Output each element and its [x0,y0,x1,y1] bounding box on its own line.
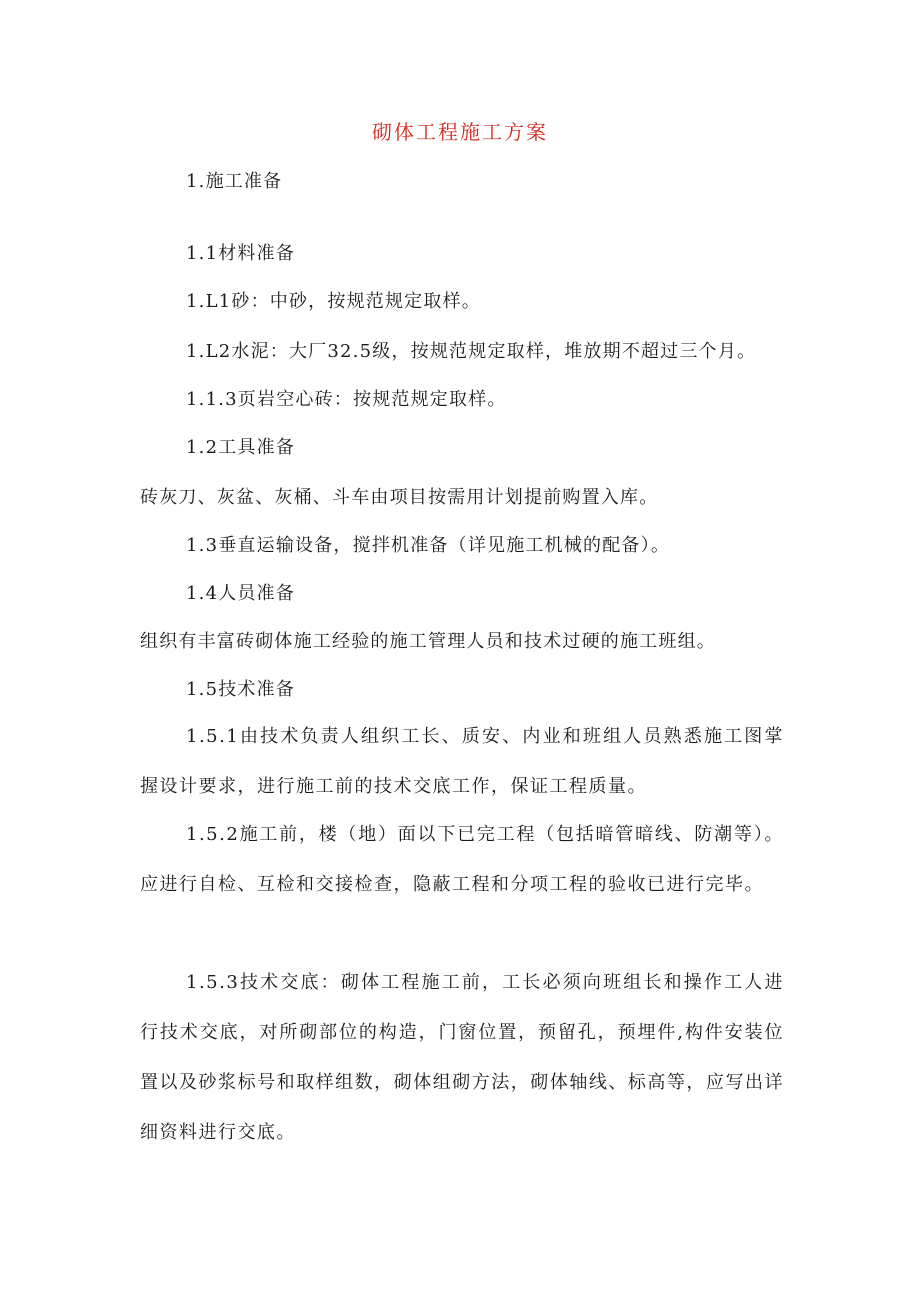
section-heading-1-2: 1.2工具准备 [186,437,296,458]
item-1-1-1: 1.L1砂：中砂，按规范规定取样。 [186,291,481,312]
paragraph-1-5-3: 1.5.3技术交底：砌体工程施工前，工长必须向班组长和操作工人进行技术交底，对所砌部位的构造，门窗位置，预留孔，预埋件,构件安装位置以及砂浆标号和取样组数，砌体组砌方法，砌体轴线、标高等，应写出详细资料进行交底。 [140,972,784,1143]
section-heading-1-4: 1.4人员准备 [186,583,296,604]
item-1-1-2: 1.L2水泥：大厂32.5级，按规范规定取样，堆放期不超过三个月。 [186,341,757,362]
document-title: 砌体工程施工方案 [372,120,548,144]
section-heading-1: 1.施工准备 [186,171,283,192]
section-heading-1-1: 1.1材料准备 [186,243,296,264]
paragraph-1-5-1: 1.5.1由技术负责人组织工长、质安、内业和班组人员熟悉施工图掌握设计要求，进行施工前的技术交底工作，保证工程质量。 [140,726,784,797]
section-heading-1-5: 1.5技术准备 [186,679,296,700]
section-heading-1-3: 1.3垂直运输设备，搅拌机准备（详见施工机械的配备）。 [186,535,671,556]
item-1-1-3: 1.1.3页岩空心砖：按规范规定取样。 [186,389,507,410]
paragraph-1-2: 砖灰刀、灰盆、灰桶、斗车由项目按需用计划提前购置入库。 [140,487,659,508]
paragraph-1-4: 组织有丰富砖砌体施工经验的施工管理人员和技术过硬的施工班组。 [140,631,716,652]
paragraph-1-5-2: 1.5.2施工前，楼（地）面以下已完工程（包括暗管暗线、防潮等）。应进行自检、互检和交接检查，隐蔽工程和分项工程的验收已进行完毕。 [140,824,784,895]
